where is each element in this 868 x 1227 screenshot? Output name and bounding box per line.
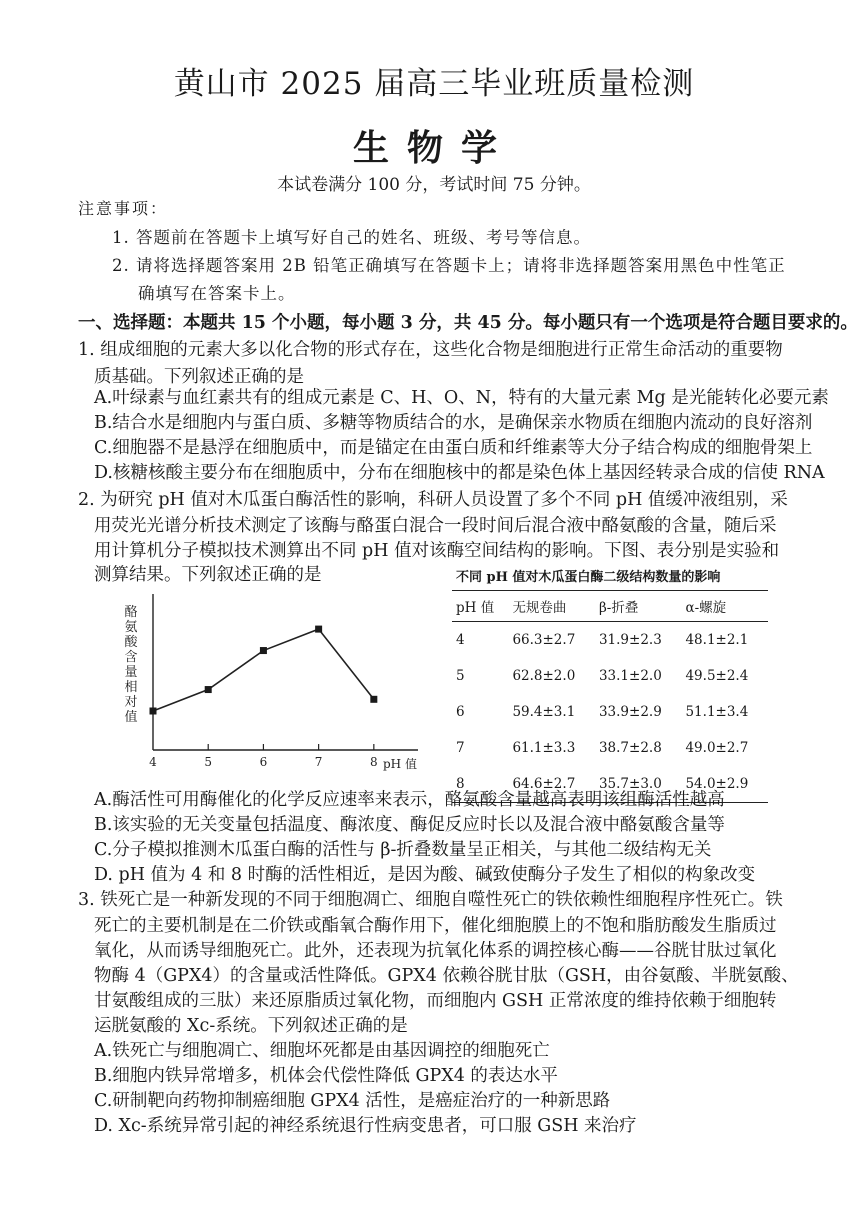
- data-point: [260, 647, 267, 654]
- q3-option-c: C.研制靶向药物抑制癌细胞 GPX4 活性，是癌症治疗的一种新思路: [94, 1091, 611, 1111]
- data-point: [205, 686, 212, 693]
- table-cell: 48.1±2.1: [685, 632, 749, 648]
- table-cell: 54.0±2.9: [681, 766, 768, 803]
- q3-stem-cont-5: 运胱氨酸的 Xc-系统。下列叙述正确的是: [94, 1016, 408, 1036]
- section-heading: 一、选择题：本题共 15 个小题，每小题 3 分，共 45 分。每小题只有一个选项是符合题目要求的。: [78, 313, 858, 333]
- data-point: [315, 626, 322, 633]
- ylabel-char: 相: [124, 680, 138, 695]
- exam-meta: 本试卷满分 100 分，考试时间 75 分钟。: [277, 175, 591, 195]
- q2-stem: 2. 为研究 pH 值对木瓜蛋白酶活性的影响，科研人员设置了多个不同 pH 值缓冲液组别，采: [78, 490, 788, 510]
- table-cell: 4: [456, 632, 465, 648]
- chart-ylabel: [124, 605, 138, 725]
- q2-stem-cont-2: 用计算机分子模拟技术测算出不同 pH 值对该酶空间结构的影响。下图、表分别是实验和: [94, 541, 780, 561]
- table-cell: 64.6±2.7: [508, 766, 595, 803]
- table-cell: 61.1±3.3: [512, 740, 576, 756]
- q1-stem-cont: 质基础。下列叙述正确的是: [94, 367, 304, 387]
- table-row: [452, 730, 768, 766]
- notice-heading: 注意事项：: [78, 199, 169, 218]
- ylabel-char: 氨: [124, 620, 138, 635]
- data-point: [370, 696, 377, 703]
- table-cell: 35.7±3.0: [595, 766, 682, 803]
- table-cell: 49.5±2.4: [685, 668, 749, 684]
- table-cell: 49.0±2.7: [685, 740, 749, 756]
- q2-option-a: A.酶活性可用酶催化的化学反应速率来表示，酪氨酸含量越高表明该组酶活性越高: [94, 790, 725, 810]
- q2-option-b: B.该实验的无关变量包括温度、酶浓度、酶促反应时长以及混合液中酪氨酸含量等: [94, 815, 725, 835]
- table-cell: 66.3±2.7: [512, 632, 576, 648]
- notice-item-2-cont: 确填写在答案卡上。: [138, 284, 296, 303]
- q3-stem: 3. 铁死亡是一种新发现的不同于细胞凋亡、细胞自噬性死亡的铁依赖性细胞程序性死亡。铁: [78, 890, 783, 910]
- structure-table: [452, 590, 768, 803]
- q1-option-d: D.核糖核酸主要分布在细胞质中，分布在细胞核中的都是染色体上基因经转录合成的信使 RNA: [94, 463, 825, 483]
- table-cell: 38.7±2.8: [598, 740, 662, 756]
- table-cell: 8: [452, 766, 508, 803]
- chart-xlabel: pH 值: [383, 757, 417, 771]
- ylabel-char: 酪: [124, 605, 138, 620]
- table-row: [452, 694, 768, 730]
- ylabel-char: 量: [124, 665, 138, 680]
- table-row: [452, 622, 768, 659]
- q3-stem-cont-3: 物酶 4（GPX4）的含量或活性降低。GPX4 依赖谷胱甘肽（GSH，由谷氨酸、半胱氨酸、: [94, 966, 799, 986]
- exam-title: 黄山市 2025 届高三毕业班质量检测: [173, 66, 695, 102]
- table-cell: 31.9±2.3: [598, 632, 662, 648]
- q2-stem-cont-3: 测算结果。下列叙述正确的是: [94, 565, 322, 585]
- q1-option-c: C.细胞器不是悬浮在细胞质中，而是锚定在由蛋白质和纤维素等大分子结合构成的细胞骨架上: [94, 438, 813, 458]
- q2-option-c: C.分子模拟推测木瓜蛋白酶的活性与 β-折叠数量呈正相关，与其他二级结构无关: [94, 840, 712, 860]
- table-header: β-折叠: [595, 591, 682, 622]
- data-point: [150, 708, 157, 715]
- table-cell: 33.1±2.0: [598, 668, 662, 684]
- table-cell: 33.9±2.9: [598, 704, 662, 720]
- table-cell: 5: [456, 668, 465, 684]
- q2-option-d: D. pH 值为 4 和 8 时酶的活性相近，是因为酸、碱致使酶分子发生了相似的构象改变: [94, 865, 756, 885]
- notice-item-1: 1. 答题前在答题卡上填写好自己的姓名、班级、考号等信息。: [112, 228, 591, 247]
- ylabel-char: 值: [124, 710, 138, 725]
- tyrosine-line-chart: [100, 588, 440, 784]
- table-header-row: [452, 591, 768, 622]
- table-caption: 不同 pH 值对木瓜蛋白酶二级结构数量的影响: [456, 570, 721, 585]
- x-tick-label: 8: [370, 755, 378, 769]
- ylabel-char: 对: [124, 695, 138, 710]
- subject-title: 生物学: [352, 127, 515, 169]
- q1-option-a: A.叶绿素与血红素共有的组成元素是 C、H、O、N，特有的大量元素 Mg 是光能转化必要元素: [94, 388, 829, 408]
- table-header: α-螺旋: [681, 591, 768, 622]
- x-tick-label: 5: [204, 755, 213, 769]
- q3-stem-cont-2: 氧化，从而诱导细胞死亡。此外，还表现为抗氧化体系的调控核心酶——谷胱甘肽过氧化: [94, 941, 777, 961]
- q3-option-a: A.铁死亡与细胞凋亡、细胞坏死都是由基因调控的细胞死亡: [94, 1041, 550, 1061]
- q3-option-b: B.细胞内铁异常增多，机体会代偿性降低 GPX4 的表达水平: [94, 1066, 558, 1086]
- series-line: [153, 629, 374, 711]
- x-tick-label: 6: [259, 755, 268, 769]
- table-cell: 6: [456, 704, 465, 720]
- ylabel-char: 含: [124, 650, 138, 665]
- q1-option-b: B.结合水是细胞内与蛋白质、多糖等物质结合的水，是确保亲水物质在细胞内流动的良好溶剂: [94, 413, 813, 433]
- table-cell: 59.4±3.1: [512, 704, 576, 720]
- table-header: 无规卷曲: [508, 591, 595, 622]
- table-header: pH 值: [452, 591, 508, 622]
- q3-stem-cont-1: 死亡的主要机制是在二价铁或酯氧合酶作用下，催化细胞膜上的不饱和脂肪酸发生脂质过: [94, 916, 777, 936]
- x-tick-label: 7: [314, 755, 323, 769]
- x-tick-label: 4: [149, 755, 157, 769]
- q2-stem-cont-1: 用荧光光谱分析技术测定了该酶与酪蛋白混合一段时间后混合液中酪氨酸的含量，随后采: [94, 516, 777, 536]
- q3-stem-cont-4: 甘氨酸组成的三肽）来还原脂质过氧化物，而细胞内 GSH 正常浓度的维持依赖于细胞转: [94, 991, 777, 1011]
- notice-item-2: 2. 请将选择题答案用 2B 铅笔正确填写在答题卡上；请将非选择题答案用黑色中性笔正: [112, 256, 786, 275]
- q3-option-d: D. Xc-系统异常引起的神经系统退行性病变患者，可口服 GSH 来治疗: [94, 1116, 637, 1136]
- ylabel-char: 酸: [124, 635, 138, 650]
- table-row: [452, 658, 768, 694]
- table-cell: 7: [456, 740, 465, 756]
- table-cell: 51.1±3.4: [685, 704, 749, 720]
- q1-stem: 1. 组成细胞的元素大多以化合物的形式存在，这些化合物是细胞进行正常生命活动的重要物: [78, 340, 783, 360]
- table-cell: 62.8±2.0: [512, 668, 576, 684]
